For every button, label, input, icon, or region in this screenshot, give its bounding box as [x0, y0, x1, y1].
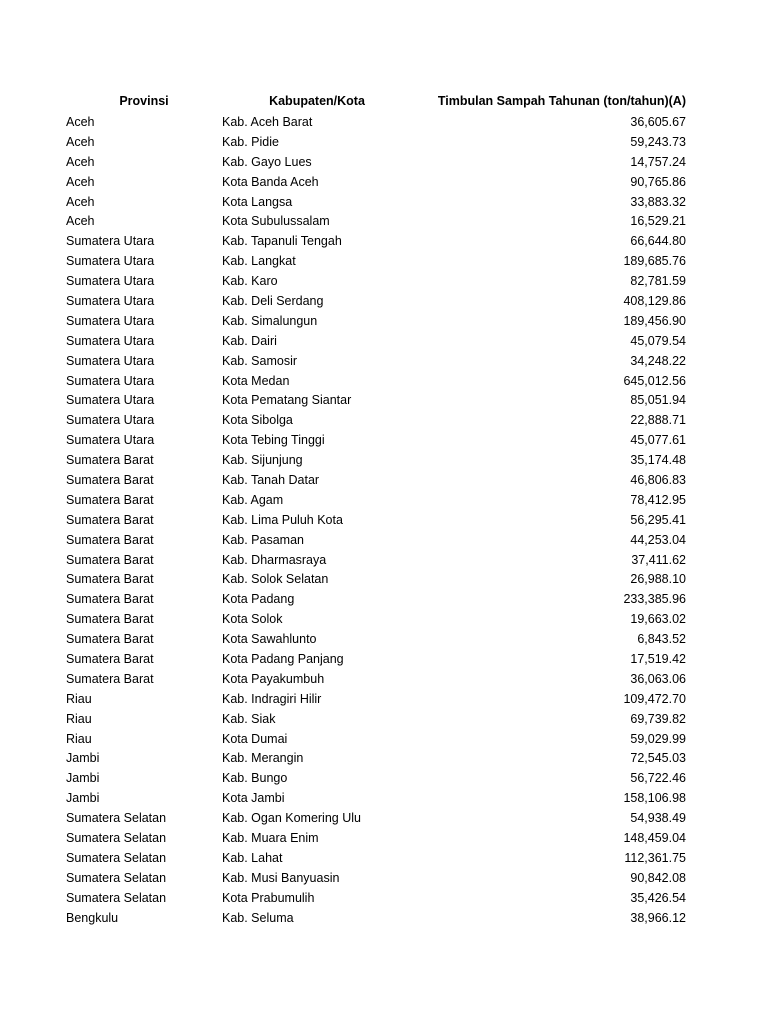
cell-timbulan: 78,412.95	[630, 492, 686, 507]
cell-timbulan: 35,174.48	[630, 453, 686, 468]
cell-timbulan: 38,966.12	[630, 910, 686, 925]
cell-timbulan: 82,781.59	[630, 274, 686, 289]
cell-kabupaten: Kota Solok	[222, 612, 283, 627]
cell-provinsi: Sumatera Barat	[66, 632, 154, 647]
cell-provinsi: Sumatera Utara	[66, 353, 155, 368]
data-table	[66, 90, 690, 928]
table-row	[66, 231, 690, 251]
cell-kabupaten: Kota Sibolga	[222, 413, 293, 428]
cell-kabupaten: Kab. Pasaman	[222, 532, 304, 547]
cell-kabupaten: Kab. Aceh Barat	[222, 114, 313, 129]
cell-provinsi: Sumatera Barat	[66, 532, 154, 547]
cell-kabupaten: Kab. Deli Serdang	[222, 293, 324, 308]
cell-provinsi: Jambi	[66, 791, 100, 806]
cell-provinsi: Sumatera Utara	[66, 293, 155, 308]
table-row	[66, 649, 690, 669]
cell-timbulan: 408,129.86	[623, 293, 686, 308]
table-row	[66, 530, 690, 550]
table-row	[66, 351, 690, 371]
cell-kabupaten: Kab. Seluma	[222, 910, 294, 925]
header-timbulan: Timbulan Sampah Tahunan (ton/tahun)(A)	[437, 94, 686, 108]
cell-kabupaten: Kab. Agam	[222, 492, 284, 507]
cell-provinsi: Sumatera Utara	[66, 313, 155, 328]
cell-kabupaten: Kab. Lima Puluh Kota	[222, 512, 343, 527]
cell-kabupaten: Kab. Indragiri Hilir	[222, 691, 322, 706]
cell-provinsi: Sumatera Utara	[66, 373, 155, 388]
table-row	[66, 271, 690, 291]
cell-timbulan: 45,079.54	[630, 333, 686, 348]
cell-provinsi: Bengkulu	[66, 910, 119, 925]
table-row	[66, 331, 690, 351]
table-row	[66, 470, 690, 490]
cell-kabupaten: Kab. Dharmasraya	[222, 552, 327, 567]
cell-kabupaten: Kab. Solok Selatan	[222, 572, 329, 587]
cell-kabupaten: Kota Padang Panjang	[222, 651, 344, 666]
cell-kabupaten: Kab. Dairi	[222, 333, 277, 348]
cell-provinsi: Riau	[66, 731, 92, 746]
cell-provinsi: Sumatera Utara	[66, 234, 155, 249]
table-row	[66, 709, 690, 729]
table-row	[66, 132, 690, 152]
header-provinsi: Provinsi	[119, 94, 169, 108]
table-row	[66, 311, 690, 331]
cell-provinsi: Sumatera Selatan	[66, 850, 167, 865]
table-row	[66, 371, 690, 391]
cell-kabupaten: Kab. Gayo Lues	[222, 154, 312, 169]
cell-timbulan: 109,472.70	[623, 691, 686, 706]
cell-timbulan: 26,988.10	[630, 572, 686, 587]
cell-timbulan: 90,765.86	[630, 174, 686, 189]
cell-provinsi: Riau	[66, 711, 92, 726]
cell-timbulan: 69,739.82	[630, 711, 686, 726]
cell-kabupaten: Kab. Pidie	[222, 134, 279, 149]
table-row	[66, 828, 690, 848]
cell-provinsi: Aceh	[66, 214, 95, 229]
cell-timbulan: 16,529.21	[630, 214, 686, 229]
cell-kabupaten: Kab. Musi Banyuasin	[222, 870, 340, 885]
cell-provinsi: Jambi	[66, 751, 100, 766]
cell-timbulan: 66,644.80	[630, 234, 686, 249]
cell-provinsi: Sumatera Barat	[66, 453, 154, 468]
cell-timbulan: 85,051.94	[630, 393, 686, 408]
cell-provinsi: Aceh	[66, 134, 95, 149]
cell-timbulan: 56,295.41	[630, 512, 686, 527]
cell-kabupaten: Kab. Lahat	[222, 850, 283, 865]
cell-timbulan: 59,243.73	[630, 134, 686, 149]
cell-provinsi: Jambi	[66, 771, 100, 786]
table-row	[66, 908, 690, 928]
header-kabupaten: Kabupaten/Kota	[269, 94, 365, 108]
cell-provinsi: Sumatera Utara	[66, 413, 155, 428]
table-row	[66, 768, 690, 788]
table-row	[66, 569, 690, 589]
cell-kabupaten: Kota Sawahlunto	[222, 632, 317, 647]
cell-timbulan: 35,426.54	[630, 890, 686, 905]
cell-kabupaten: Kab. Merangin	[222, 751, 304, 766]
cell-timbulan: 158,106.98	[623, 791, 686, 806]
cell-provinsi: Sumatera Barat	[66, 552, 154, 567]
table-row	[66, 192, 690, 212]
cell-provinsi: Sumatera Utara	[66, 393, 155, 408]
table-row	[66, 868, 690, 888]
cell-timbulan: 46,806.83	[630, 472, 686, 487]
cell-kabupaten: Kota Tebing Tinggi	[222, 433, 325, 448]
cell-kabupaten: Kota Prabumulih	[222, 890, 315, 905]
table-row	[66, 550, 690, 570]
cell-kabupaten: Kab. Tanah Datar	[222, 472, 320, 487]
table-row	[66, 112, 690, 132]
cell-kabupaten: Kota Padang	[222, 592, 295, 607]
table-row	[66, 629, 690, 649]
cell-kabupaten: Kab. Simalungun	[222, 313, 318, 328]
table-row	[66, 589, 690, 609]
cell-timbulan: 189,685.76	[623, 254, 686, 269]
cell-provinsi: Sumatera Barat	[66, 472, 154, 487]
table-row	[66, 410, 690, 430]
cell-provinsi: Aceh	[66, 114, 95, 129]
table-row	[66, 689, 690, 709]
cell-timbulan: 33,883.32	[630, 194, 686, 209]
table-row	[66, 390, 690, 410]
cell-provinsi: Aceh	[66, 154, 95, 169]
cell-timbulan: 112,361.75	[624, 850, 686, 865]
cell-timbulan: 189,456.90	[623, 313, 686, 328]
table-row	[66, 888, 690, 908]
cell-kabupaten: Kab. Sijunjung	[222, 453, 303, 468]
cell-timbulan: 34,248.22	[630, 353, 686, 368]
cell-timbulan: 14,757.24	[630, 154, 686, 169]
cell-provinsi: Sumatera Barat	[66, 492, 154, 507]
cell-provinsi: Aceh	[66, 194, 95, 209]
cell-timbulan: 148,459.04	[623, 831, 686, 845]
table-row	[66, 808, 690, 828]
cell-provinsi: Sumatera Utara	[66, 433, 155, 448]
cell-kabupaten: Kota Payakumbuh	[222, 671, 325, 686]
cell-provinsi: Sumatera Selatan	[66, 870, 167, 885]
cell-kabupaten: Kab. Karo	[222, 274, 278, 289]
table-row	[66, 510, 690, 530]
cell-timbulan: 44,253.04	[630, 532, 686, 547]
cell-provinsi: Riau	[66, 691, 92, 706]
cell-provinsi: Sumatera Utara	[66, 254, 155, 269]
cell-kabupaten: Kab. Ogan Komering Ulu	[222, 811, 361, 826]
cell-timbulan: 90,842.08	[630, 870, 686, 885]
table-row	[66, 251, 690, 271]
cell-timbulan: 22,888.71	[630, 413, 686, 428]
cell-timbulan: 56,722.46	[630, 771, 686, 786]
table-row	[66, 450, 690, 470]
cell-kabupaten: Kab. Samosir	[222, 353, 298, 368]
cell-timbulan: 54,938.49	[630, 811, 686, 826]
cell-timbulan: 37,411.62	[631, 552, 686, 567]
table-row	[66, 291, 690, 311]
cell-provinsi: Sumatera Utara	[66, 333, 155, 348]
table-row	[66, 669, 690, 689]
cell-provinsi: Sumatera Selatan	[66, 890, 167, 905]
cell-provinsi: Sumatera Selatan	[66, 831, 167, 845]
cell-provinsi: Sumatera Utara	[66, 274, 155, 289]
table-row	[66, 848, 690, 868]
cell-kabupaten: Kab. Langkat	[222, 254, 296, 269]
cell-timbulan: 36,605.67	[630, 114, 686, 129]
cell-timbulan: 233,385.96	[623, 592, 686, 607]
cell-provinsi: Aceh	[66, 174, 95, 189]
table-header	[66, 90, 690, 112]
cell-kabupaten: Kab. Muara Enim	[222, 831, 319, 845]
cell-timbulan: 36,063.06	[630, 671, 686, 686]
cell-timbulan: 72,545.03	[630, 751, 686, 766]
cell-kabupaten: Kota Jambi	[222, 791, 285, 806]
cell-timbulan: 6,843.52	[637, 632, 686, 647]
cell-kabupaten: Kota Subulussalam	[222, 214, 330, 229]
cell-timbulan: 59,029.99	[630, 731, 686, 746]
cell-provinsi: Sumatera Barat	[66, 572, 154, 587]
table-row	[66, 729, 690, 749]
cell-kabupaten: Kab. Siak	[222, 711, 276, 726]
cell-provinsi: Sumatera Barat	[66, 651, 154, 666]
table-row	[66, 430, 690, 450]
table-row	[66, 609, 690, 629]
cell-provinsi: Sumatera Barat	[66, 512, 154, 527]
cell-timbulan: 645,012.56	[623, 373, 686, 388]
table-row	[66, 749, 690, 769]
cell-kabupaten: Kab. Tapanuli Tengah	[222, 234, 342, 249]
cell-kabupaten: Kab. Bungo	[222, 771, 288, 786]
table-row	[66, 152, 690, 172]
table-row	[66, 788, 690, 808]
table-row	[66, 490, 690, 510]
cell-provinsi: Sumatera Barat	[66, 612, 154, 627]
cell-provinsi: Sumatera Barat	[66, 592, 154, 607]
cell-timbulan: 17,519.42	[630, 651, 686, 666]
cell-provinsi: Sumatera Selatan	[66, 811, 167, 826]
table-body	[66, 112, 690, 928]
cell-timbulan: 19,663.02	[630, 612, 686, 627]
cell-kabupaten: Kota Banda Aceh	[222, 174, 319, 189]
cell-kabupaten: Kota Pematang Siantar	[222, 393, 352, 408]
cell-kabupaten: Kota Medan	[222, 373, 290, 388]
cell-kabupaten: Kota Langsa	[222, 194, 293, 209]
cell-provinsi: Sumatera Barat	[66, 671, 154, 686]
table-row	[66, 172, 690, 192]
table-row	[66, 211, 690, 231]
cell-kabupaten: Kota Dumai	[222, 731, 288, 746]
cell-timbulan: 45,077.61	[630, 433, 686, 448]
